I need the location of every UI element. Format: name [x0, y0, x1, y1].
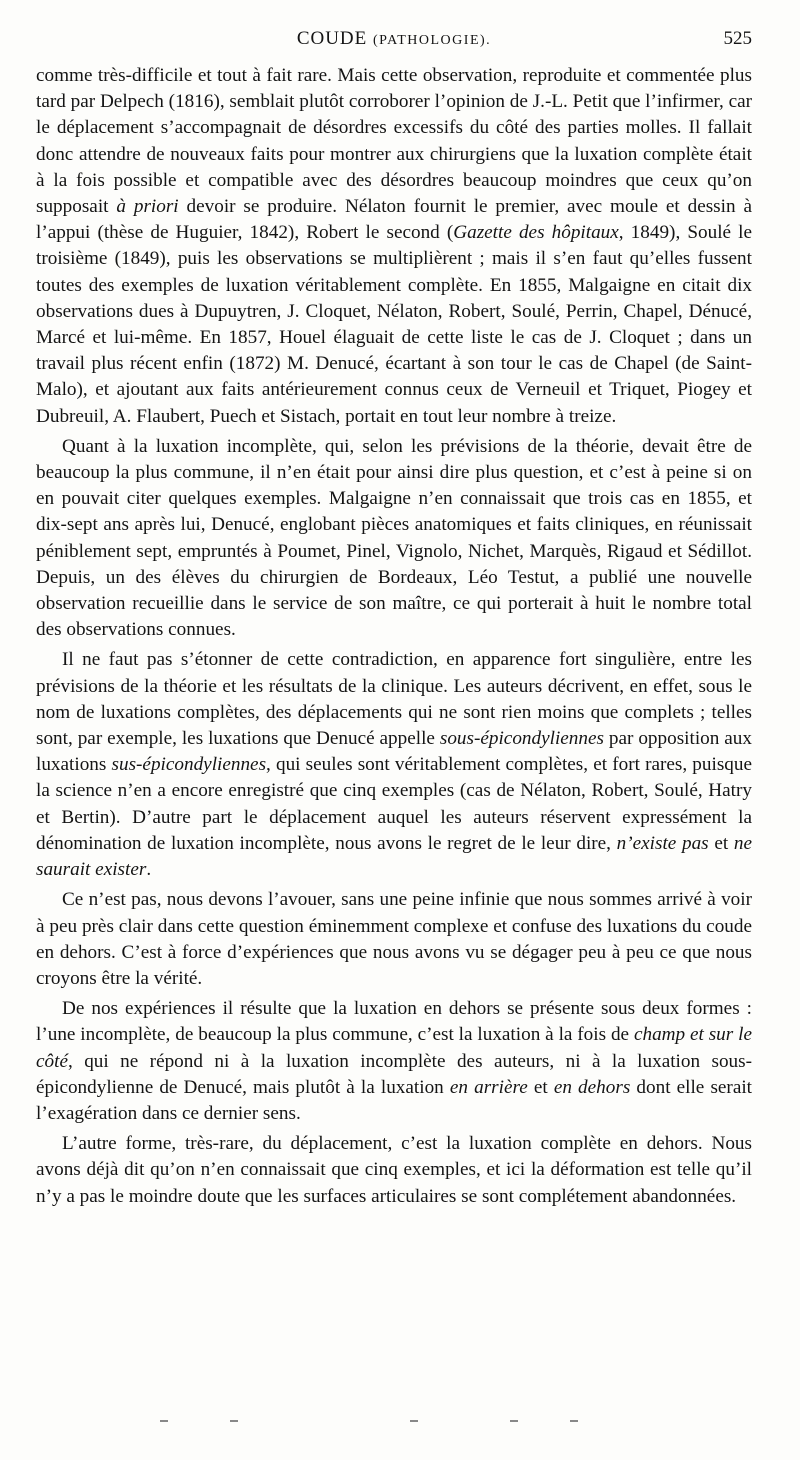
text-run: et [708, 832, 734, 854]
footer-dash [510, 1420, 518, 1422]
footer-dash [570, 1420, 578, 1422]
text-run: , qui ne répond ni à la luxation incomplète des auteurs, ni à la luxation sous-épicondylienne de Denucé, mais plutôt à la luxation [36, 1050, 752, 1098]
italic-text: en arrière [449, 1076, 528, 1098]
running-header [36, 28, 752, 54]
body-text [36, 63, 752, 1214]
italic-text: Gazette des hôpitaux [453, 222, 619, 244]
italic-text: ne saurait exister [36, 832, 752, 881]
italic-text: en dehors [553, 1076, 631, 1098]
text-run: , qui seules sont véritablement complètes, et fort rares, puisque la science n’en a encore enregistré que cinq exemples (cas de Nélaton, Robert, Soulé, Hatry et Bertin). D’autre part le déplacement auquel les auteurs réservent expressément la dénomination de luxation incomplète, nous avons le regret de le leur dire, [36, 754, 752, 854]
text-run: devoir se produire. Nélaton fournit le premier, avec moule et dessin à l’appui (thèse de Huguier, 1842), Robert le second ( [36, 196, 752, 244]
italic-text: à priori [116, 196, 179, 218]
paragraph-1 [36, 63, 752, 430]
text-run: comme très-difficile et tout à fait rare. Mais cette observation, reproduite et commentée plus tard par Delpech (1816), semblait plutôt corroborer l’opinion de J.-L. Petit que l’infirmer, car le déplacement s’accompagnait de désordres excessifs du côté des parties molles. Il fallait donc attendre de nouveaux faits pour montrer aux chirurgiens que la luxation complète était à la fois possible et compatible avec des désordres beaucoup moindres que ceux qu’on supposait [36, 65, 752, 218]
running-title [36, 28, 752, 50]
text-run: dont elle serait l’exagération dans ce dernier sens. [36, 1076, 752, 1124]
text-run: , 1849), Soulé le troisième (1849), puis les observations se multiplièrent ; mais il s’en faut qu’elles fussent toutes des exemples de luxation véritablement complète. En 1855, Malgaigne en citait dix observations dues à Dupuytren, J. Cloquet, Nélaton, Robert, Soulé, Perrin, Chapel, Dénucé, Marcé et lui-même. En 1857, Houel élaguait de cette liste le cas de J. Cloquet ; dans un travail plus récent enfin (1872) M. Denucé, écartant à son tour le cas de Chapel (de Saint-Malo), et ajoutant aux faits antérieurement connus ceux de Verneuil et Triquet, Piogey et Dubreuil, A. Flaubert, Puech et Sistach, portait en tout leur nombre à treize. [36, 222, 752, 427]
text-run: . [146, 859, 152, 881]
footer-dash [230, 1420, 238, 1422]
text-run: Ce n’est pas, nous devons l’avouer, sans une peine infinie que nous sommes arrivé à voir à peu près clair dans cette question éminemment complexe et confuse des luxations du coude en dehors. C’est à force d’expériences que nous avons vu se dégager peu à peu ce que nous croyons être la vérité. [36, 889, 752, 989]
paragraph-4 [36, 887, 752, 992]
paragraph-6 [36, 1131, 752, 1210]
running-title-main: COUDE [296, 28, 374, 49]
italic-text: sus-épicondyliennes [111, 754, 267, 776]
footer-ornament [160, 1420, 580, 1426]
italic-text: n’existe pas [616, 832, 709, 854]
paragraph-2 [36, 434, 752, 644]
footer-dash [410, 1420, 418, 1422]
text-run: De nos expériences il résulte que la luxation en dehors se présente sous deux formes : l’une incomplète, de beaucoup la plus commune, c’est la luxation à la fois de [36, 998, 752, 1046]
italic-text: sous-épicondyliennes [439, 728, 604, 750]
text-run: Quant à la luxation incomplète, qui, selon les prévisions de la théorie, devait être de beaucoup la plus commune, il n’en était pour ainsi dire plus question, et c’est à peine si on en pouvait citer quelques exemples. Malgaigne n’en connaissait que trois cas en 1855, et dix-sept ans après lui, Denucé, englobant pièces anatomiques et faits cliniques, en réunissait péniblement sept, empruntés à Poumet, Pinel, Vignolo, Nichet, Marquès, Rigaud et Sédillot. Depuis, un des élèves du chirurgien de Bordeaux, Léo Testut, a publié une nouvelle observation recueillie dans le service de son maître, ce qui porterait à huit le nombre total des observations connues. [36, 435, 752, 641]
italic-text: champ et sur le côté [36, 1024, 752, 1072]
paragraph-5 [36, 996, 752, 1127]
text-run: L’autre forme, très-rare, du déplacement, c’est la luxation complète en dehors. Nous avons déjà dit qu’on n’en connaissait que cinq exemples, et ici la déformation est telle qu’il n’y a pas le moindre doute que les surfaces articulaires se sont complétement abandonnées. [36, 1133, 752, 1207]
text-run: par opposition aux luxations [36, 728, 752, 776]
text-run: et [527, 1076, 554, 1098]
footer-dash [160, 1420, 168, 1422]
page-number: 525 [723, 28, 752, 49]
paragraph-3 [36, 647, 752, 883]
running-title-subtitle: (PATHOLOGIE). [373, 33, 492, 48]
text-run: Il ne faut pas s’étonner de cette contradiction, en apparence fort singulière, entre les prévisions de la théorie et les résultats de la clinique. Les auteurs décrivent, en effet, sous le nom de luxations complètes, des déplacements qui ne sont rien moins que complets ; telles sont, par exemple, les luxations que Denucé appelle [36, 649, 752, 750]
